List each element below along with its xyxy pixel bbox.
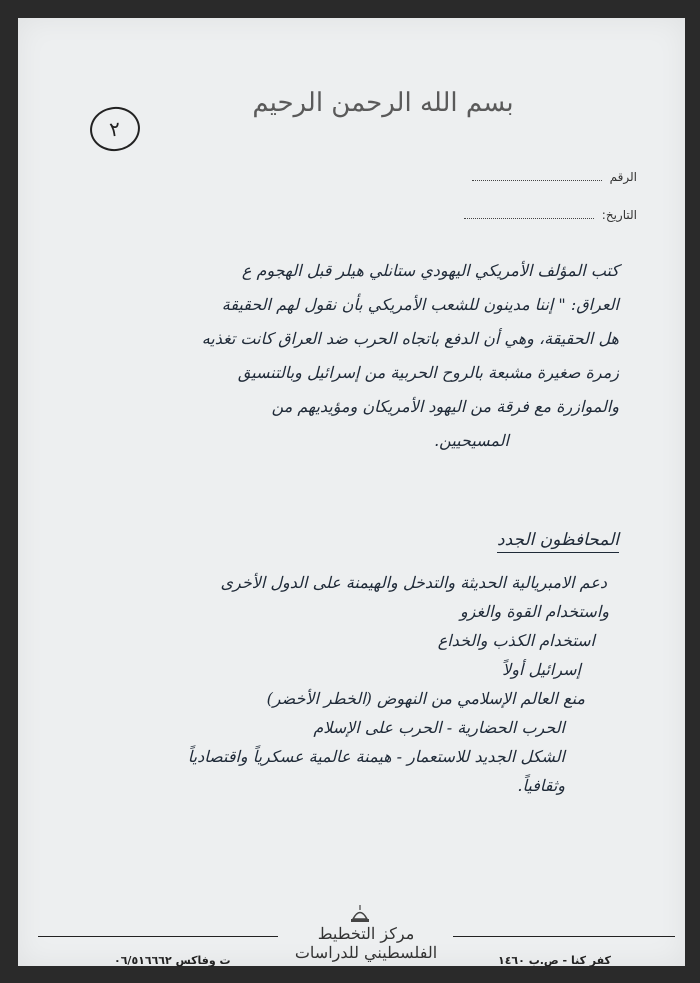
letter-sheet [18,18,685,966]
list-item: دعم الامبريالية الحديثة والتدخل والهيمنة على الدول الأخرى [220,573,607,592]
list-item: منع العالم الإسلامي من النهوض (الخطر الأخضر) [266,689,585,708]
page-number-circle: ٢ [87,104,143,155]
list-item: الشكل الجديد للاستعمار - هيمنة عالمية عسكرياً واقتصادياً [187,747,565,766]
footer-phone: ت وفاكس ٠٦/٥١٦٦٦٢ [114,954,231,967]
list-item: واستخدام القوة والغزو [459,602,609,621]
footer-divider-left [38,936,278,937]
body-line: هل الحقيقة، وهي أن الدفع باتجاه الحرب ضد العراق كانت تغذيه [201,329,619,348]
body-line: والموازرة مع فرقة من اليهود الأمريكان ومؤيديهم من [271,397,619,416]
date-dotted-line [464,218,594,219]
number-label: الرقم [609,170,637,184]
institute-logo: مركز التخطيط الفلسطيني للدراسات [294,924,438,962]
number-field [472,170,637,184]
basmala-header: بسم الله الرحمن الرحيم [252,88,514,118]
number-dotted-line [472,180,602,181]
neocons-list [58,568,615,800]
section-title: المحافظون الجدد [497,530,619,553]
date-label: التاريخ: [601,208,637,222]
body-line: المسيحيين. [434,431,509,450]
body-line: زمرة صغيرة مشبعة بالروح الحربية من إسرائيل وبالتنسيق [237,363,619,382]
date-field [464,208,637,222]
handwritten-paragraph [50,254,619,458]
dome-emblem-icon [348,902,372,926]
list-item: وثقافياً. [517,776,565,795]
list-item: إسرائيل أولاً [502,660,581,679]
footer-address: كفر كنا - ص.ب ١٤٦٠ [498,954,611,967]
body-line: العراق: " إننا مدينون للشعب الأمريكي بأن نقول لهم الحقيقة [221,295,619,314]
list-item: الحرب الحضارية - الحرب على الإسلام [313,718,565,737]
footer-divider-right [453,936,675,937]
body-line: كتب المؤلف الأمريكي اليهودي ستانلي هيلر قبل الهجوم ع [241,261,619,280]
list-item: استخدام الكذب والخداع [437,631,595,650]
